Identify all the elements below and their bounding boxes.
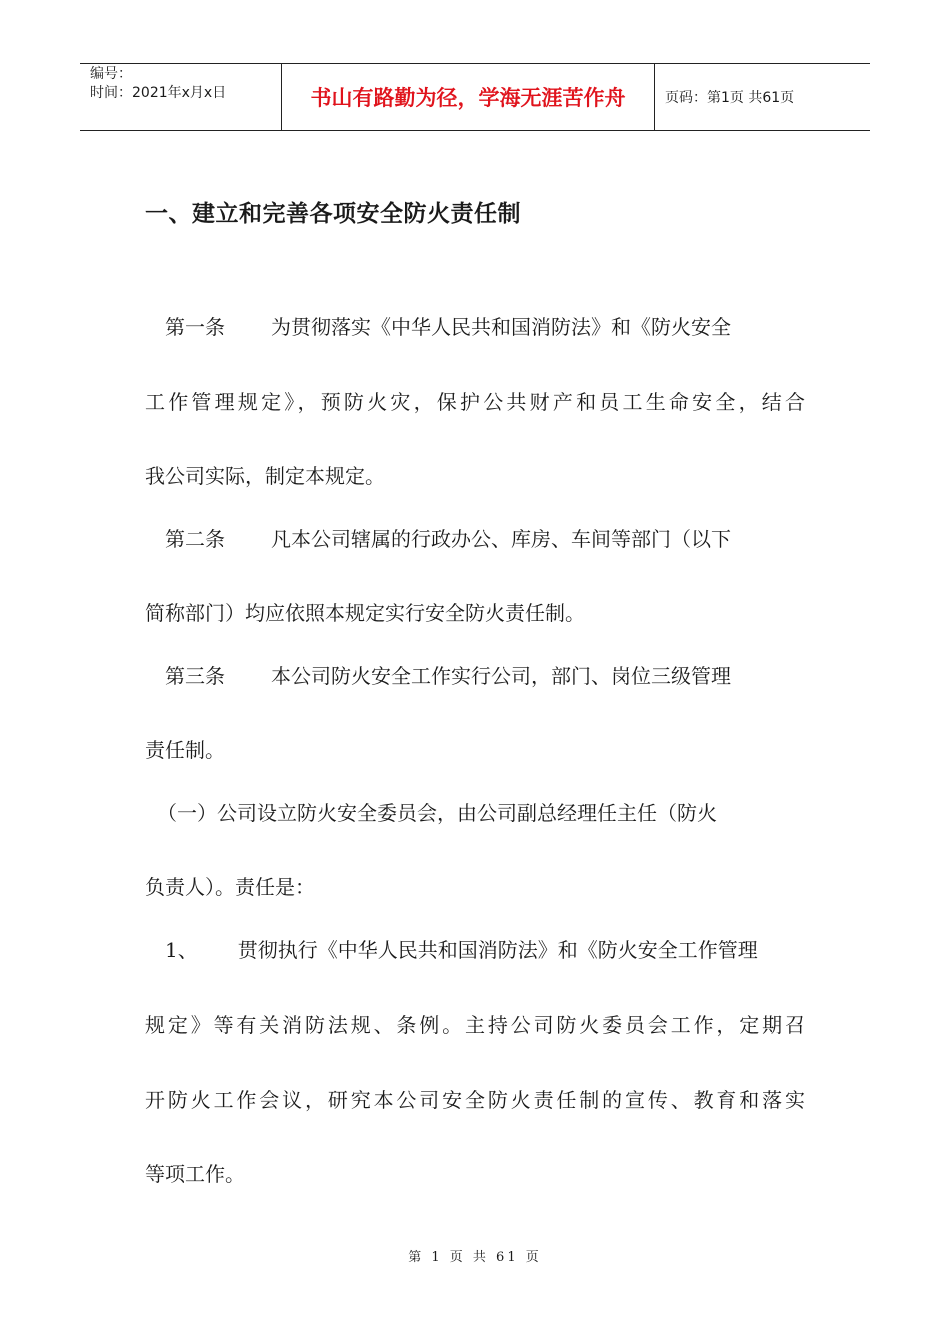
article-2-line-1: 第二条 凡本公司辖属的行政办公、库房、车间等部门（以下 — [165, 527, 731, 551]
number-label: 编号： — [90, 66, 132, 82]
article-1-line-3: 我公司实际，制定本规定。 — [145, 464, 385, 488]
document-header — [80, 63, 870, 131]
article-2-label: 第二条 — [165, 527, 225, 551]
header-motto: 书山有路勤为径，学海无涯苦作舟 — [281, 64, 655, 130]
header-page-info: 页码：第1页 共61页 — [665, 90, 795, 106]
header-meta — [80, 64, 281, 130]
article-3-label: 第三条 — [165, 664, 225, 688]
item-1-line-1: 1、 贯彻执行《中华人民共和国消防法》和《防火安全工作管理 — [165, 938, 758, 962]
article-1-line-1: 第一条 为贯彻落实《中华人民共和国消防法》和《防火安全 — [165, 315, 731, 339]
section-1-line-1: （一）公司设立防火安全委员会，由公司副总经理任主任（防火 — [157, 801, 717, 825]
date-label: 时间：2021年x月x日 — [90, 85, 227, 101]
article-3-line-2: 责任制。 — [145, 738, 225, 762]
article-1-line-2: 工作管理规定》，预防火灾，保护公共财产和员工生命安全，结合 — [145, 390, 805, 414]
section-title: 一、建立和完善各项安全防火责任制 — [145, 201, 521, 227]
article-2-line-2: 简称部门）均应依照本规定实行安全防火责任制。 — [145, 601, 585, 625]
item-1-line-3: 开防火工作会议，研究本公司安全防火责任制的宣传、教育和落实 — [145, 1088, 805, 1112]
item-1-label: 1、 — [165, 938, 198, 962]
article-1-label: 第一条 — [165, 315, 225, 339]
section-1-line-2: 负责人）。责任是： — [145, 875, 315, 899]
item-1-line-4: 等项工作。 — [145, 1162, 245, 1186]
page-footer: 第 1 页 共 61 页 — [408, 1250, 542, 1265]
item-1-line-2: 规定》等有关消防法规、条例。主持公司防火委员会工作，定期召 — [145, 1013, 805, 1037]
article-3-line-1: 第三条 本公司防火安全工作实行公司，部门、岗位三级管理 — [165, 664, 731, 688]
